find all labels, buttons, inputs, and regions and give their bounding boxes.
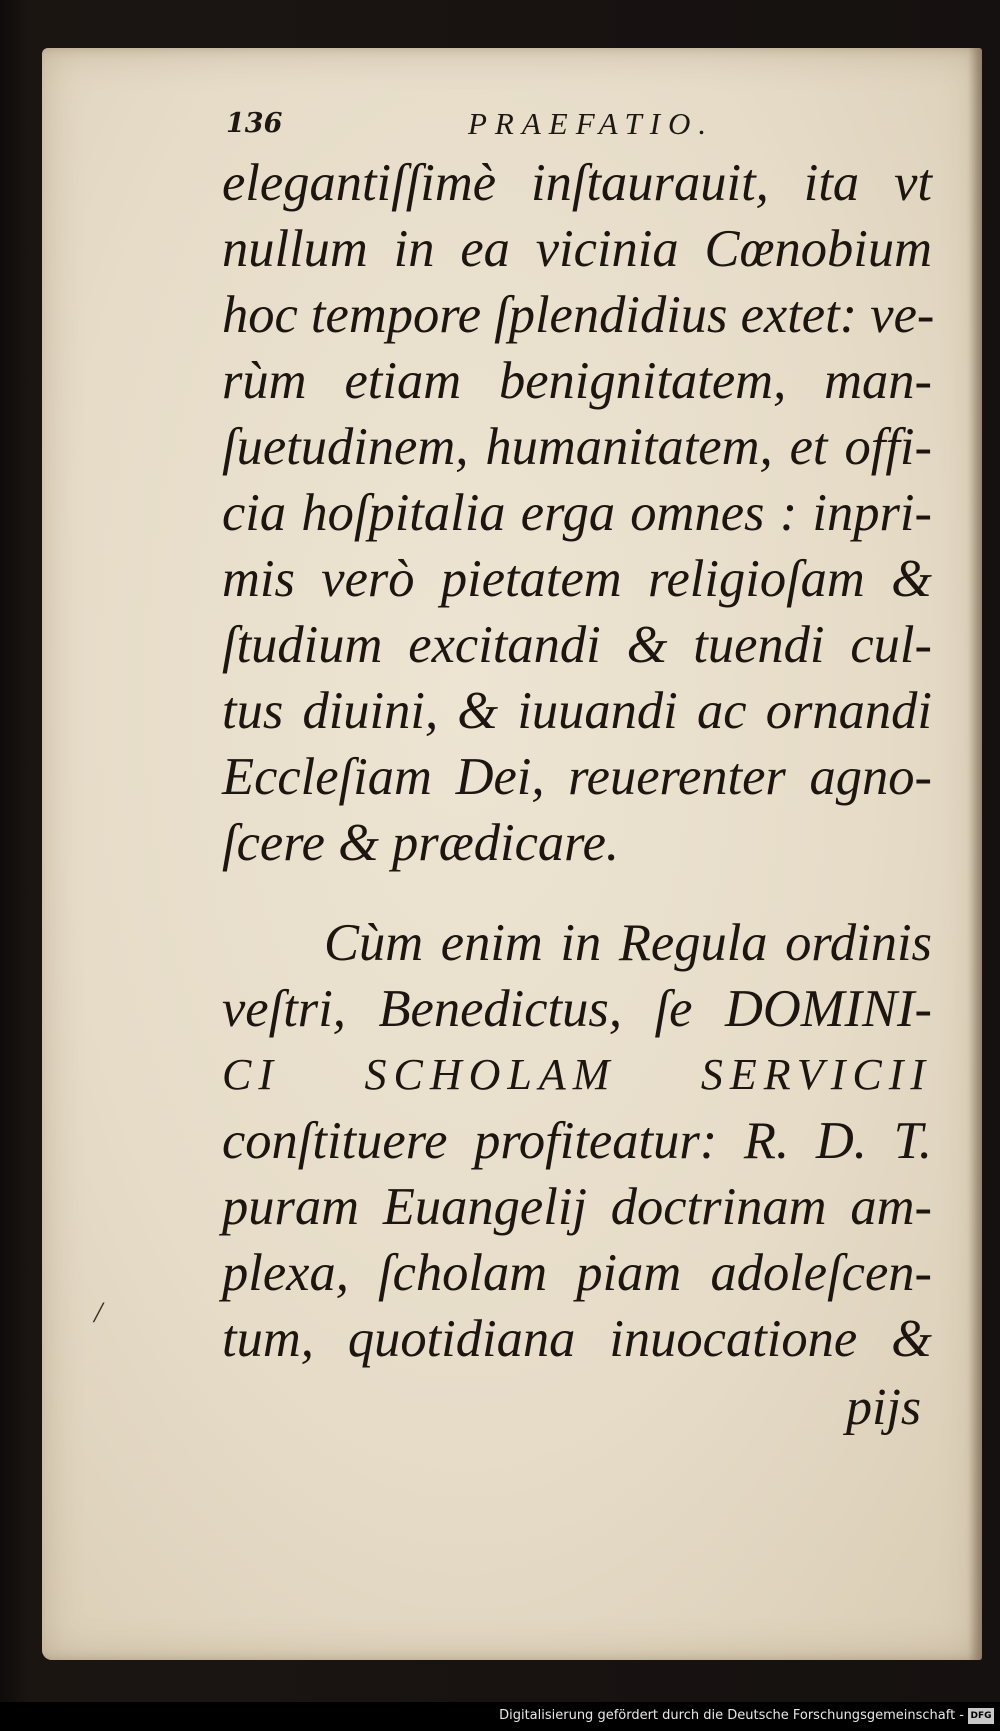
- main-text: [222, 150, 935, 1372]
- text-line: ſuetudinem, humanitatem, et offi-: [222, 418, 932, 476]
- text-line: tum, quotidiana inuocatione &: [222, 1310, 932, 1368]
- text-line: ſtudium excitandi & tuendi cul-: [222, 616, 932, 674]
- catchword: pijs: [846, 1379, 922, 1436]
- text-line: veſtri, Benedictus, ſe DOMINI-: [222, 980, 932, 1038]
- running-title: PRAEFATIO.: [468, 106, 715, 141]
- text-line: hoc tempore ſplendidius extet: ve-: [222, 286, 935, 344]
- page-number: 136: [226, 108, 283, 139]
- digitization-footer: [0, 1702, 1000, 1731]
- text-line: ſcere & prædicare.: [222, 814, 620, 872]
- text-line: elegantiſſimè inſtaurauit, ita vt: [222, 154, 932, 212]
- text-line: cia hoſpitalia erga omnes : inpri-: [222, 484, 932, 542]
- text-line-small-caps: CI SCHOLAM SERVICII: [222, 1050, 932, 1099]
- footer-credit: Digitalisierung gefördert durch die Deutsche Forschungsgemeinschaft -: [499, 1708, 964, 1723]
- text-line: Cùm enim in Regula ordinis: [324, 914, 932, 972]
- text-line: nullum in ea vicinia Cœnobium: [222, 220, 932, 278]
- text-line: rùm etiam benignitatem, man-: [222, 352, 932, 410]
- text-line: mis verò pietatem religioſam &: [222, 550, 932, 608]
- paragraph-gap: [222, 876, 932, 910]
- text-line: tus diuini, & iuuandi ac ornandi: [222, 682, 932, 740]
- text-line: Eccleſiam Dei, reuerenter agno-: [222, 748, 932, 806]
- dfg-logo: DFG: [968, 1708, 994, 1724]
- text-line: conſtituere profiteatur: R. D. T.: [222, 1112, 932, 1170]
- text-line: plexa, ſcholam piam adoleſcen-: [222, 1244, 932, 1302]
- page-edge-shadow: [968, 48, 982, 1660]
- margin-mark: /: [94, 1296, 103, 1329]
- running-head: [226, 108, 916, 148]
- text-line: puram Euangelij doctrinam am-: [222, 1178, 932, 1236]
